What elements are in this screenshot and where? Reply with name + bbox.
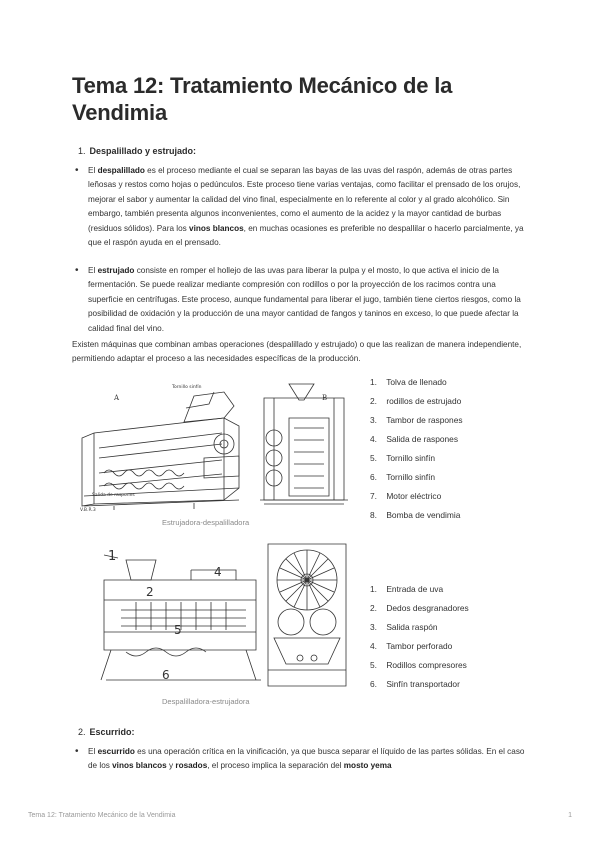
list-item: 2. rodillos de estrujado [370,396,462,406]
list-item: 4. Tambor perforado [370,641,453,651]
page-title: Tema 12: Tratamiento Mecánico de la Vendimia [72,73,453,125]
list-item: 5. Tornillo sinfín [370,453,436,463]
destemmer-crusher-drawing [96,540,356,690]
fig1-label-bottom: Salida de raspones [92,493,135,498]
list-item: 6. Tornillo sinfín [370,472,436,482]
page-number: 1 [568,812,572,819]
fig1-label-handle: Tornillo sinfín [172,385,202,390]
footer-title: Tema 12: Tratamiento Mecánico de la Vendimia [28,812,176,819]
fig2-label-1: 1 [108,549,117,564]
list-item: 1. Tolva de llenado [370,377,447,387]
list-item: 7. Motor eléctrico [370,491,442,501]
bullet-escurrido: • El escurrido es una operación crítica en la vinificación, ya que busca separar el líquido de las partes sólidas. En el caso de los vinos blancos y rosados, el proceso implica la separación del mosto yema [88,745,528,774]
section-heading-2: 2. Escurrido: [78,727,135,737]
intro-paragraph: Existen máquinas que combinan ambas operaciones (despalillado y estrujado) o que las realizan de manera independiente, permitiendo adaptar el proceso a las necesidades específicas de la producción. [72,340,522,364]
fig2-caption: Despalilladora-estrujadora [162,697,250,706]
list-item: 3. Tambor de raspones [370,415,463,425]
fig1-label-b: B [322,394,328,402]
fig2-label-6: 6 [162,668,170,682]
fig1-legend-list [370,373,463,525]
list-item: 6. Sinfín transportador [370,679,460,689]
list-item: 3. Salida raspón [370,622,438,632]
list-item: 5. Rodillos compresores [370,660,467,670]
bullet-despalillado: • El despalillado es el proceso mediante el cual se separan las bayas de las uvas del raspón, además de otras partes leñosas y restos como hojas o pedúnculos. Este proceso tiene varias ventajas, como facilitar el prensado de los orujos, mejorar el sabor y aumentar la calidad del vino final, especialmente en lo referente al color y al grado alcohólico. Sin embargo, también presenta algunos inconvenientes, como el aumento de la acidez y la mayor cantidad de burbas (residuos sólidos). Para los vinos blancos, en muchas ocasiones es preferible no despallilar o hacerlo parcialmente, ya que el raspón ayuda en el prensado. [88,164,528,250]
list-item: 8. Bomba de vendimia [370,510,461,520]
fig1-label-a: A [114,394,120,402]
fig2-label-5: 5 [174,623,182,637]
fig1-mark: V.B.R.3 [80,508,96,513]
fig2-label-2: 2 [146,585,154,599]
bullet-estrujado: • El estrujado consiste en romper el hollejo de las uvas para liberar la pulpa y el mosto, lo que activa el inicio de la fermentación. Se puede realizar mediante compresión con rodillos o por la proyección de los racimos contra una superficie en centrífugas. Este proceso, aunque fundamental para liberar el jugo, también tiene ciertos riesgos, como la posibilidad de oxidación y la producción de una mayor cantidad de fangos y taninos en exceso, lo que puede afectar la calidad final del vino. [88,264,528,336]
list-item: 1. Entrada de uva [370,584,444,594]
fig1-caption: Estrujadora-despalilladora [162,518,250,527]
section-heading-1: 1. Despalillado y estrujado: [78,146,197,156]
fig2-legend-list [370,580,469,694]
fig2-label-4: 4 [214,565,222,579]
list-item: 2. Dedos desgranadores [370,603,469,613]
stemmer-crusher-drawing [74,378,358,514]
list-item: 4. Salida de raspones [370,434,459,444]
